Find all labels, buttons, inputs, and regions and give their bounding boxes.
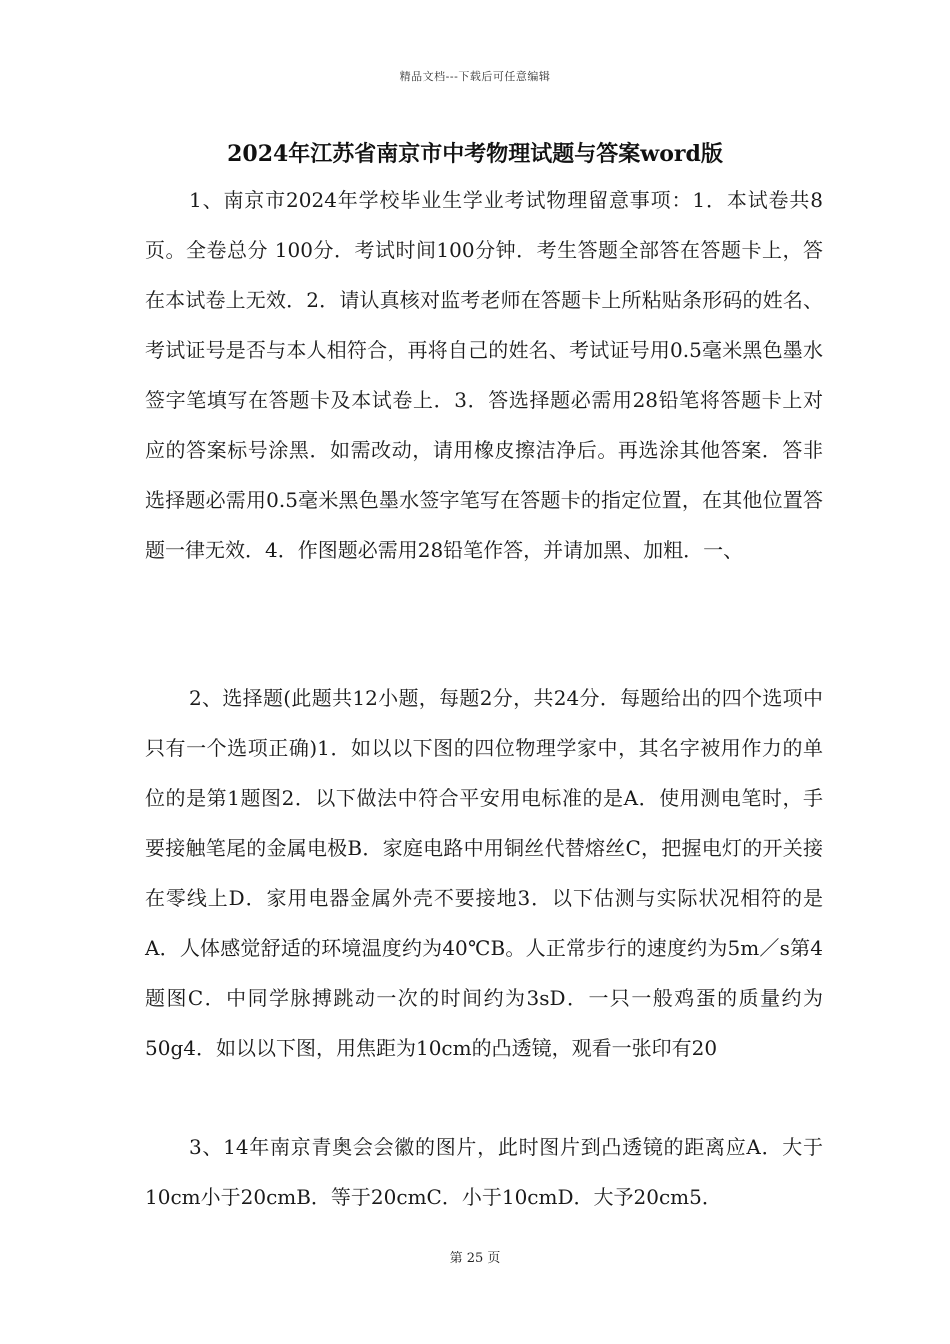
paragraph-1: 1、南京市2024年学校毕业生学业考试物理留意事项：1．本试卷共8页。全卷总分 100分．考试时间100分钟．考生答题全部答在答题卡上，答在本试卷上无效．2．请认真核对监考老师在答题卡上所粘贴条形码的姓名、考试证号是否与本人相符合，再将自己的姓名、考试证号用0.5毫米黑色墨水签字笔填写在答题卡及本试卷上．3．答选择题必需用28铅笔将答题卡上对应的答案标号涂黑．如需改动，请用橡皮擦洁净后。再选涂其他答案．答非选择题必需用0.5毫米黑色墨水签字笔写在答题卡的指定位置，在其他位置答题一律无效．4．作图题必需用28铅笔作答，并请加黑、加粗．一、 xyxy=(145,188,823,562)
paragraph-3: 3、14年南京青奥会会徽的图片，此时图片到凸透镜的距离应A．大于10cm小于20cmB．等于20cmC．小于10cmD．大予20cm5． xyxy=(145,1135,823,1209)
document-title: 2024年江苏省南京市中考物理试题与答案word版 xyxy=(227,141,723,167)
paragraph-2: 2、选择题(此题共12小题，每题2分，共24分．每题给出的四个选项中只有一个选项正确)1．如以以下图的四位物理学家中，其名字被用作力的单位的是第1题图2．以下做法中符合平安用电标准的是A．使用测电笔时，手要接触笔尾的金属电极B．家庭电路中用铜丝代替熔丝C，把握电灯的开关接在零线上D．家用电器金属外壳不要接地3．以下估测与实际状况相符的是A．人体感觉舒适的环境温度约为40℃B。人正常步行的速度约为5m／s第4题图C．中同学脉搏跳动一次的时间约为3sD．一只一般鸡蛋的质量约为50g4．如以以下图，用焦距为10cm的凸透镜，观看一张印有20 xyxy=(145,686,823,1060)
page-number: 第 25 页 xyxy=(449,1251,501,1266)
header-note: 精品文档---下载后可任意编辑 xyxy=(399,70,551,83)
